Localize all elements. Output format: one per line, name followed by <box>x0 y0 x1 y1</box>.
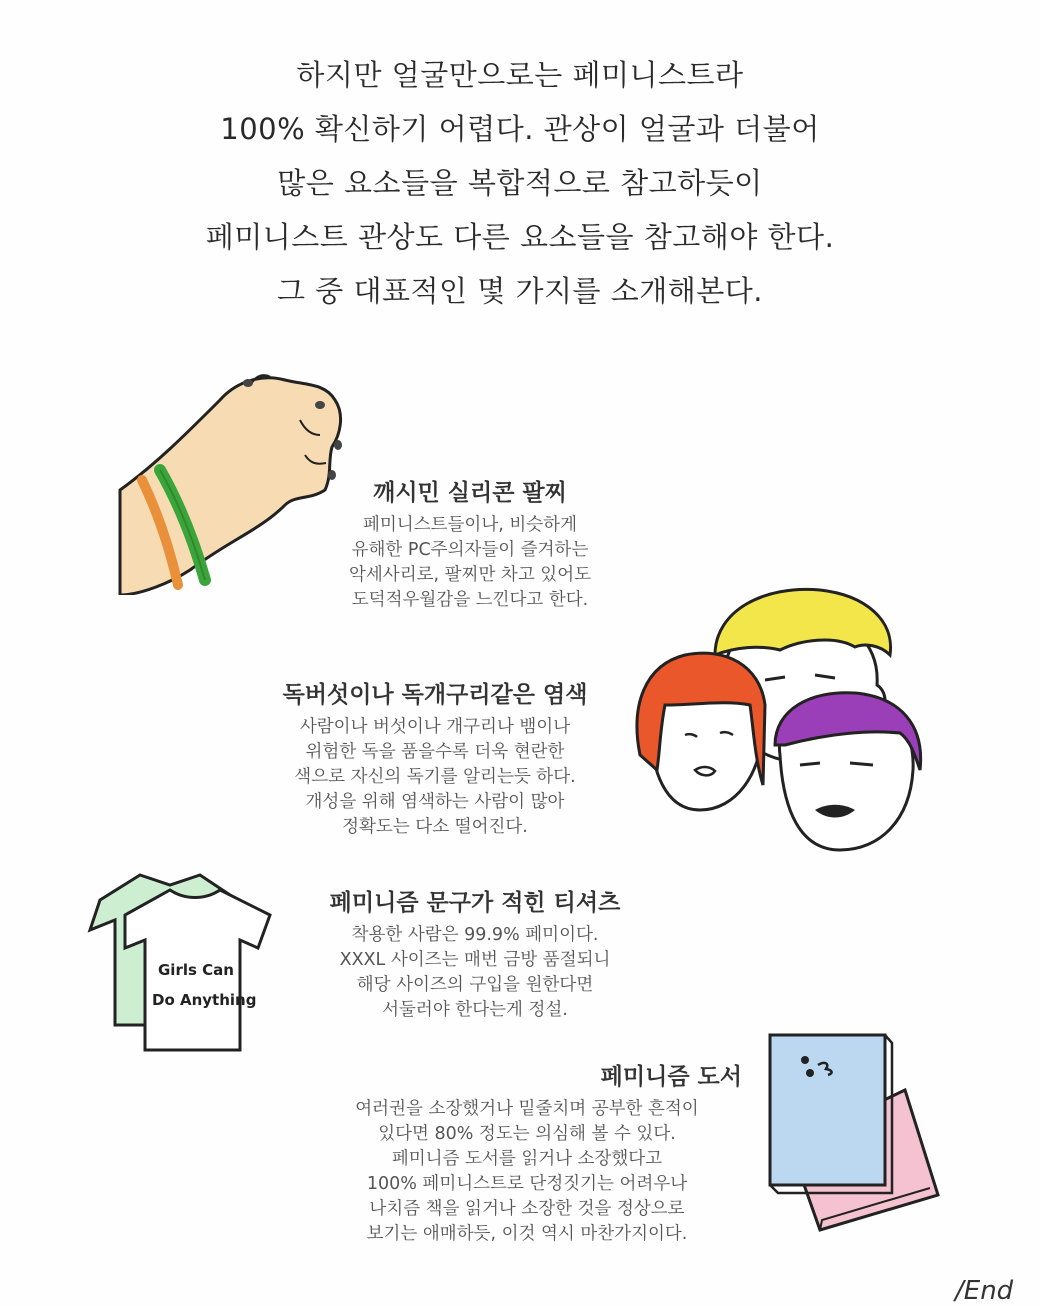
section-bracelet <box>285 474 655 613</box>
section-line: 악세사리로, 팔찌만 차고 있어도 <box>348 565 591 585</box>
section-line: 해당 사이즈의 구입을 원한다면 <box>356 975 594 995</box>
section-line: 유해한 PC주의자들이 즐겨하는 <box>351 540 589 560</box>
section-line: 보기는 애매하듯, 이것 역시 마찬가지이다. <box>366 1224 688 1244</box>
section-line: 사람이나 버섯이나 개구리나 뱀이나 <box>299 717 571 737</box>
fingernail <box>334 440 342 450</box>
intro-text <box>0 48 1040 318</box>
section-books <box>262 1058 792 1247</box>
section-line: 도덕적우월감을 느낀다고 한다. <box>351 590 589 610</box>
tshirt-illustration <box>80 860 290 1060</box>
section-line: 100% 페미니스트로 단정짓기는 어려우나 <box>366 1174 688 1194</box>
end-mark: /End <box>955 1276 1014 1306</box>
section-line: 여러권을 소장했거나 밑줄치며 공부한 흔적이 <box>355 1099 699 1119</box>
section-title: 독버섯이나 독개구리같은 염색 <box>282 682 588 708</box>
section-line: 페미니스트들이나, 비슷하게 <box>363 515 577 535</box>
section-line: 페미니즘 도서를 읽거나 소장했다고 <box>391 1149 663 1169</box>
section-line: 있다면 80% 정도는 의심해 볼 수 있다. <box>378 1124 676 1144</box>
dyed-hair-heads-illustration <box>615 585 940 870</box>
section-title: 페미니즘 도서 <box>600 1064 742 1090</box>
section-line: 나치즘 책을 읽거나 소장한 것을 정상으로 <box>369 1199 685 1219</box>
section-line: 개성을 위해 염색하는 사람이 많아 <box>305 792 565 812</box>
section-line: XXXL 사이즈는 매번 금방 품절되니 <box>339 950 611 970</box>
section-line: 착용한 사람은 99.9% 페미이다. <box>351 925 599 945</box>
section-title: 페미니즘 문구가 적힌 티셔츠 <box>329 890 621 916</box>
fingernail <box>315 401 325 409</box>
intro-line: 그 중 대표적인 몇 가지를 소개해본다. <box>276 274 764 308</box>
shirt-text-line2: Do Anything <box>152 991 257 1009</box>
intro-line: 페미니스트 관상도 다른 요소들을 참고해야 한다. <box>205 220 835 254</box>
section-line: 서둘러야 한다는게 정설. <box>382 1000 568 1020</box>
section-tshirt <box>270 884 680 1023</box>
section-line: 위험한 독을 품을수록 더욱 현란한 <box>305 742 565 762</box>
section-title: 깨시민 실리콘 팔찌 <box>373 480 567 506</box>
intro-line: 하지만 얼굴만으로는 페미니스트라 <box>296 58 744 92</box>
intro-line: 100% 확신하기 어렵다. 관상이 얼굴과 더불어 <box>220 112 820 146</box>
fingernail <box>243 379 253 387</box>
section-line: 정확도는 다소 떨어진다. <box>342 817 528 837</box>
section-dyed-hair <box>215 676 655 840</box>
section-line: 색으로 자신의 독기를 알리는듯 하다. <box>294 767 576 787</box>
book-symbol <box>801 1056 809 1064</box>
shirt-text-line1: Girls Can <box>158 961 234 979</box>
intro-line: 많은 요소들을 복합적으로 참고하듯이 <box>277 166 763 200</box>
